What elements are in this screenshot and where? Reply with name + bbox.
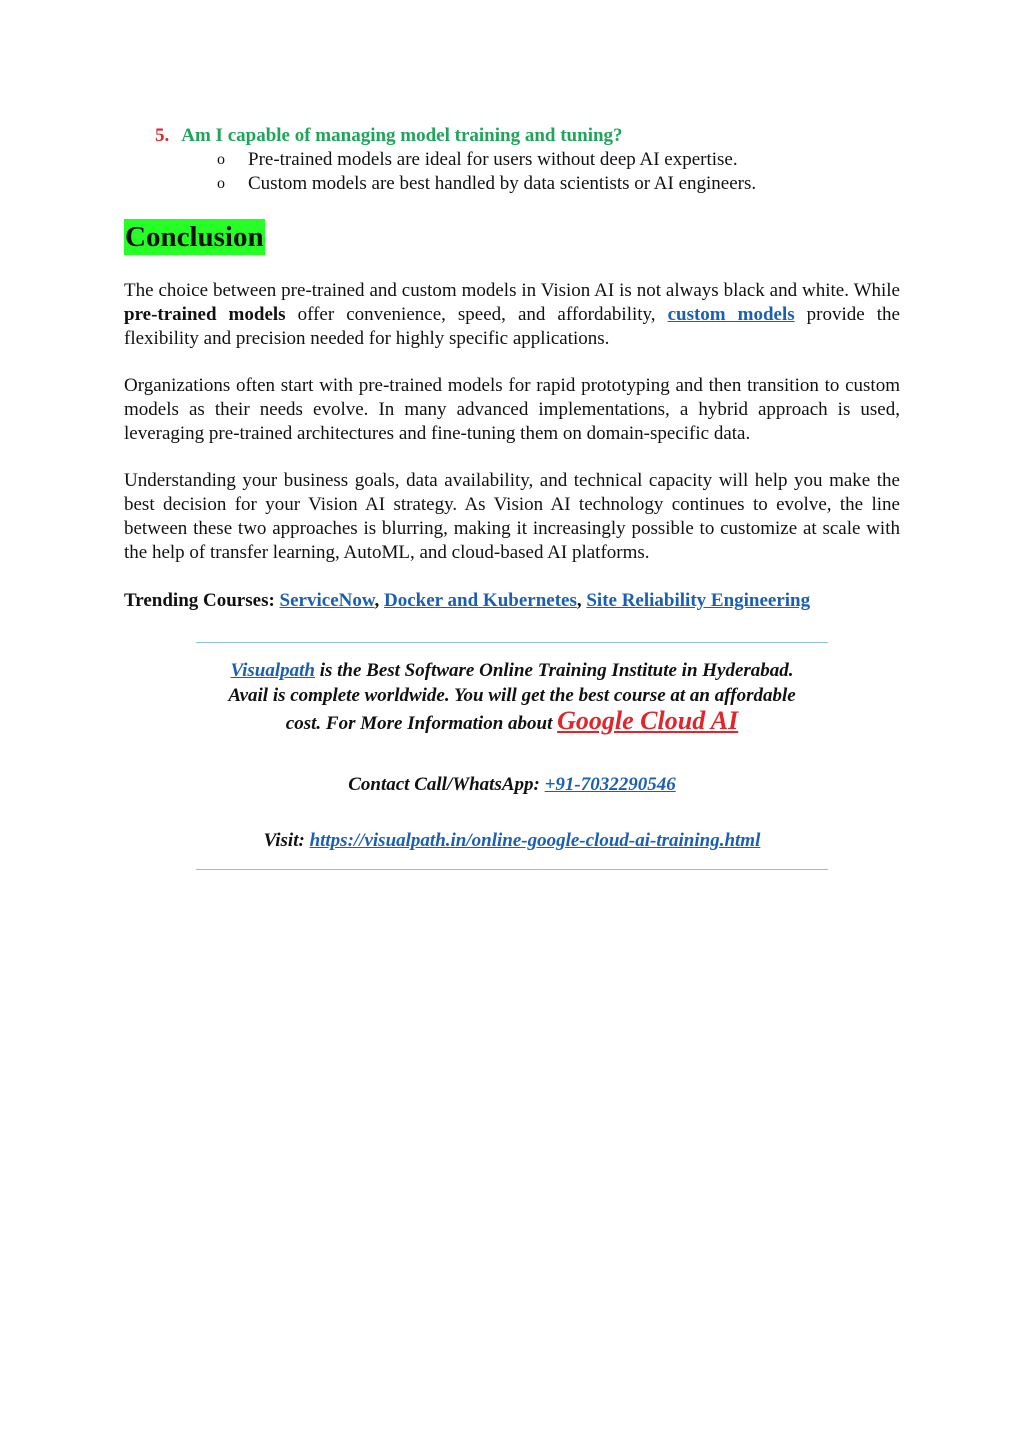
- servicenow-link[interactable]: ServiceNow: [279, 590, 375, 611]
- paragraph-text: offer convenience, speed, and affordability,: [285, 304, 668, 325]
- promo-line-3: [150, 708, 874, 736]
- bottom-divider: [196, 869, 828, 870]
- top-divider: [196, 642, 828, 643]
- promo-text: is the Best Software Online Training Institute in Hyderabad.: [314, 660, 794, 681]
- separator: ,: [576, 590, 582, 611]
- website-link[interactable]: https://visualpath.in/online-google-cloud-ai-training.html: [309, 830, 761, 851]
- trending-label: Trending Courses:: [124, 590, 275, 611]
- contact-line: [150, 772, 874, 797]
- list-item: [214, 172, 756, 196]
- paragraph-text: The choice between pre-trained and custom models in Vision AI is not always black and white. While: [124, 280, 900, 301]
- site-reliability-engineering-link[interactable]: Site Reliability Engineering: [586, 590, 811, 611]
- phone-link[interactable]: +91-7032290546: [544, 774, 676, 795]
- trending-courses: [124, 589, 810, 613]
- hollow-bullet-icon: o: [217, 175, 225, 192]
- google-cloud-ai-link[interactable]: Google Cloud AI: [557, 706, 739, 735]
- visit-line: [150, 828, 874, 853]
- list-item: [214, 148, 756, 172]
- promo-line-2: Avail is complete worldwide. You will get the best course at an affordable: [228, 685, 796, 706]
- docker-kubernetes-link[interactable]: Docker and Kubernetes: [384, 590, 577, 611]
- promo-line-1: [150, 658, 874, 683]
- promo-block: [150, 658, 874, 736]
- question-number: 5.: [155, 125, 170, 146]
- conclusion-paragraph-3: Understanding your business goals, data availability, and technical capacity will help you make the best decision for your Vision AI strategy. As Vision AI technology continues to evolve, the line between these two approaches is blurring, making it increasingly possible to customize at scale with the help of transfer learning, AutoML, and cloud-based AI platforms.: [124, 470, 900, 563]
- hollow-bullet-icon: o: [217, 151, 225, 168]
- question-answers-list: [214, 148, 756, 196]
- custom-models-link[interactable]: custom models: [667, 304, 795, 325]
- promo-text: cost. For More Information about: [285, 713, 558, 734]
- visualpath-link[interactable]: Visualpath: [230, 660, 315, 681]
- paragraph-text: provide the flexibility and precision needed for highly specific applications.: [124, 304, 900, 349]
- list-item-text: Custom models are best handled by data scientists or AI engineers.: [248, 173, 757, 194]
- conclusion-paragraph-1: [124, 279, 900, 351]
- conclusion-paragraph-2: Organizations often start with pre-trained models for rapid prototyping and then transition to custom models as their needs evolve. In many advanced implementations, a hybrid approach is used, leveraging pre-trained architectures and fine-tuning them on domain-specific data.: [124, 375, 900, 444]
- bold-text: pre-trained models: [124, 304, 286, 325]
- conclusion-heading: Conclusion: [125, 221, 264, 253]
- visit-label: Visit:: [263, 830, 310, 851]
- contact-label: Contact Call/WhatsApp:: [348, 774, 545, 795]
- separator: ,: [374, 590, 380, 611]
- list-item-text: Pre-trained models are ideal for users without deep AI expertise.: [248, 149, 738, 170]
- question-text: Am I capable of managing model training and tuning?: [181, 125, 623, 146]
- question-5: [155, 124, 623, 148]
